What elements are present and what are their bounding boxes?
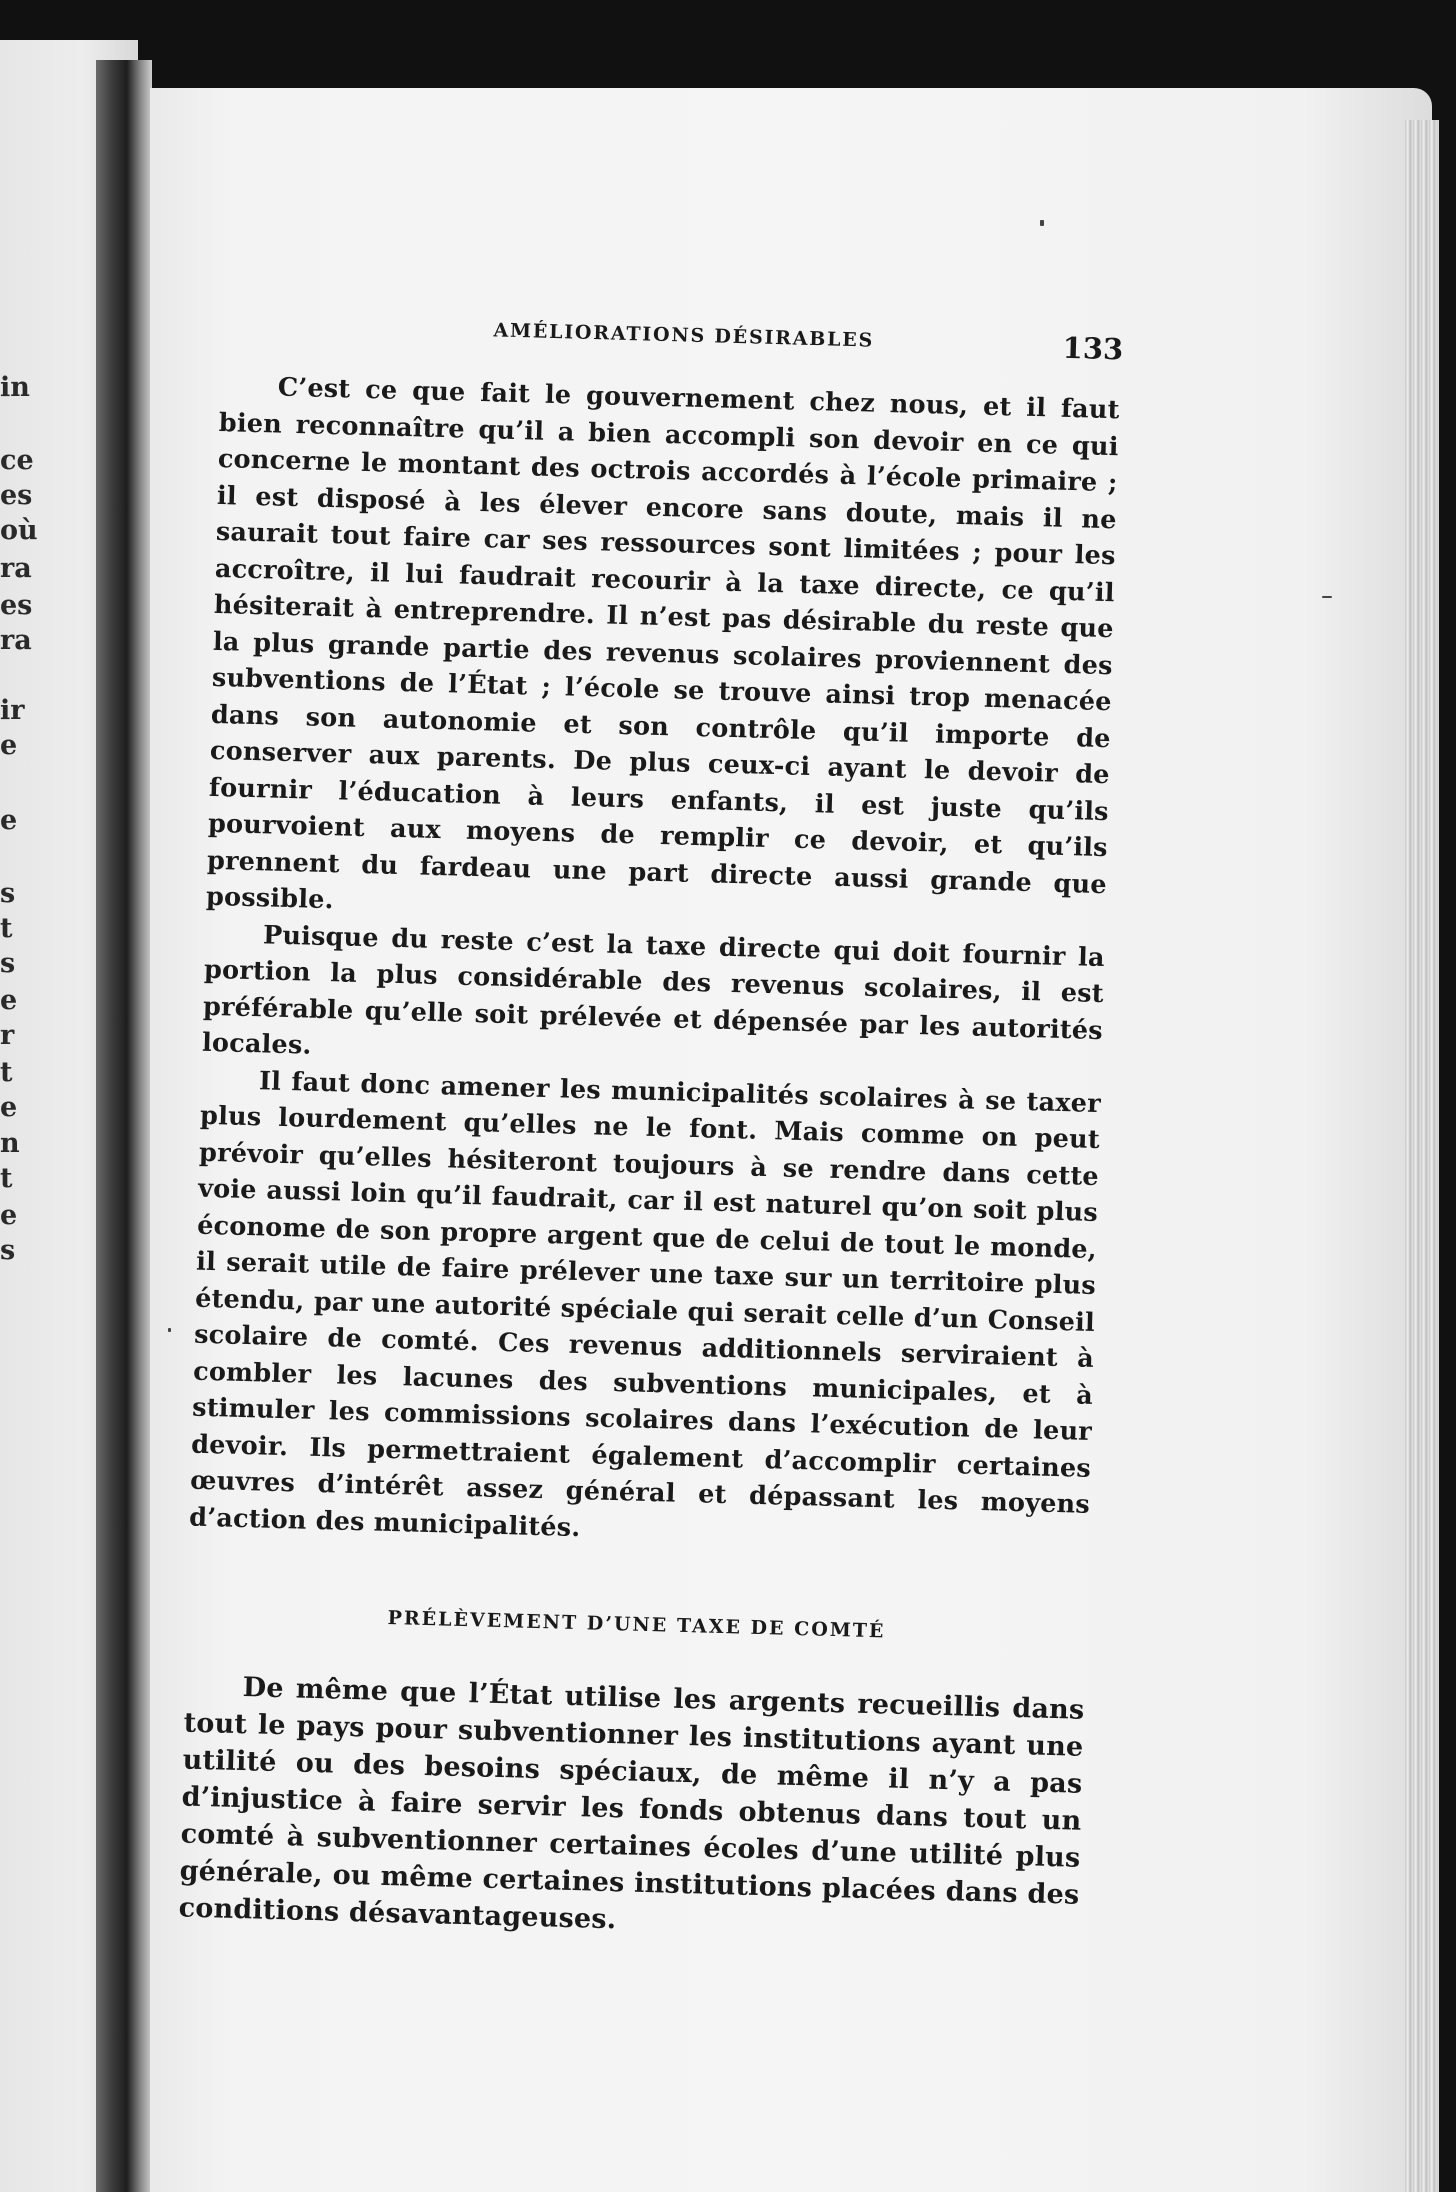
page-text-block	[178, 308, 1124, 1951]
left-page-fragment: ir	[0, 695, 25, 726]
left-page-fragment: e	[0, 1092, 18, 1123]
running-head-title: AMÉLIORATIONS DÉSIRABLES	[493, 319, 875, 352]
paragraph: Puisque du reste c’est la taxe directe qui doit fournir la portion la plus considérable des revenus scolaires, il est préférable qu’elle soit prélevée et dépensée par les autorités locales.	[201, 919, 1106, 1061]
left-page-fragment: e	[0, 1200, 18, 1231]
left-page-fragment: ra	[0, 625, 32, 656]
page-edges	[1405, 120, 1439, 2192]
left-page-fragment: t	[0, 913, 13, 944]
left-page-fragment: t	[0, 1057, 13, 1088]
left-page-fragment: où	[0, 515, 38, 546]
paragraph: C’est ce que fait le gouvernement chez nous, et il faut bien reconnaître qu’il a bien accompli son devoir en ce qui concerne le montant des octrois accordés à l’école primaire ; il est disposé à les élever encore sans doute, mais il ne saurait tout faire car ses ressources sont limitées ; pour les accroître, il lui faudrait recourir à la taxe directe, ce qu’il hésiterait à entreprendre. Il n’est pas désirable du reste que la plus grande partie des revenus scolaires proviennent des subventions de l’État ; l’école se trouve ainsi trop menacée dans son autonomie et son contrôle qu’il importe de conserver aux parents. De plus ceux-ci ayant le devoir de fournir l’éducation à leurs enfants, il est juste qu’ils pourvoient aux moyens de remplir ce devoir, et qu’ils prennent du fardeau une part directe aussi grande que possible.	[205, 372, 1120, 916]
left-page-fragment: es	[0, 480, 33, 511]
paragraph: Il faut donc amener les municipalités scolaires à se taxer plus lourdement qu’elles ne le font. Mais comme on peut prévoir qu’elles hésiteront toujours à se rendre dans cette voie aussi loin qu’il faudrait, car il est naturel qu’on soit plus économe de son propre argent que de celui de tout le monde, il serait utile de faire prélever une taxe sur un territoire plus étendu, par une autorité spéciale qui serait celle d’un Conseil scolaire de comté. Ces revenus additionnels serviraient à combler les lacunes des subventions municipales, et à stimuler les commissions scolaires dans l’exécution de leur devoir. Ils permettraient également d’accomplir certaines œuvres d’intérêt assez général et dépassant les moyens d’action des municipalités.	[188, 1065, 1102, 1543]
left-page-fragment: e	[0, 730, 18, 761]
left-page-fragment: e	[0, 805, 18, 836]
left-page-text-fragments	[0, 40, 40, 2192]
left-page-fragment: e	[0, 985, 18, 1016]
book-gutter	[96, 60, 152, 2192]
dust-speck	[1040, 220, 1044, 226]
dust-speck	[168, 1328, 171, 1332]
left-page-fragment: ce	[0, 445, 34, 476]
left-page-fragment: n	[0, 1128, 20, 1159]
section-heading: PRÉLÈVEMENT D’UNE TAXE DE COMTÉ	[387, 1606, 886, 1643]
left-page-fragment: ra	[0, 553, 32, 584]
left-page-fragment: s	[0, 1235, 16, 1266]
left-page-fragment: in	[0, 372, 30, 403]
left-page-fragment: r	[0, 1020, 15, 1051]
left-page-fragment: s	[0, 878, 16, 909]
left-page-fragment: es	[0, 590, 33, 621]
page-number: 133	[1062, 330, 1124, 367]
dust-speck	[1322, 596, 1332, 598]
left-page-fragment: s	[0, 948, 16, 979]
left-page-fragment: t	[0, 1163, 13, 1194]
section-paragraph: De même que l’État utilise les argents recueillis dans tout le pays pour subventionner les institutions ayant une utilité ou des besoins spéciaux, de même il n’y a pas d’injustice à faire servir les fonds obtenus dans tout un comté à subventionner certaines écoles d’une utilité plus générale, ou même certaines institutions placées dans des conditions désavantageuses.	[178, 1672, 1085, 1936]
